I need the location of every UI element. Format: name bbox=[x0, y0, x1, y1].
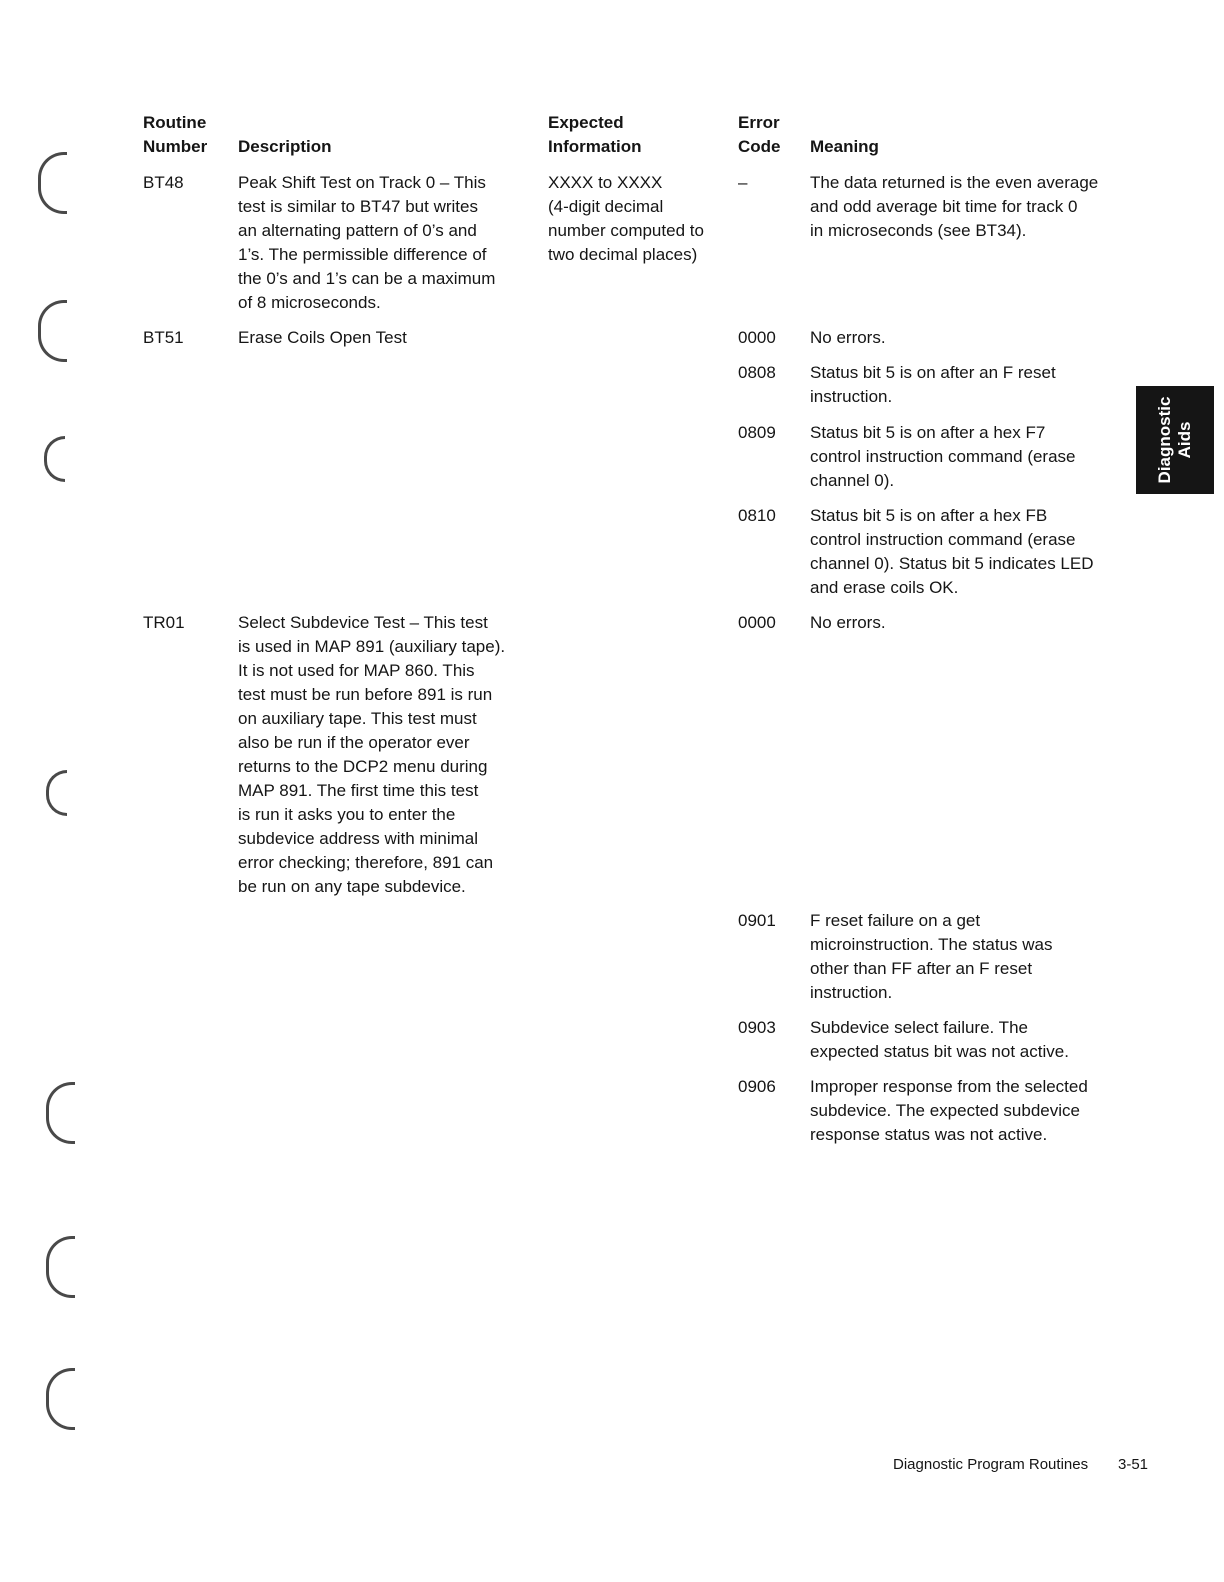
error-code-bt48: – bbox=[738, 173, 748, 192]
error-code: 0000 bbox=[738, 328, 776, 347]
header-meaning: Meaning bbox=[810, 137, 879, 156]
meaning-bt48: The data returned is the even average and odd average bit time for track 0 in microseconds (see BT34). bbox=[810, 173, 1099, 240]
error-code: 0000 bbox=[738, 613, 776, 632]
binder-hole-mark bbox=[46, 1236, 75, 1298]
section-thumb-tab-label: Diagnostic Aids bbox=[1155, 396, 1194, 484]
page-number: 3-51 bbox=[1118, 1456, 1149, 1473]
routine-number-tr01: TR01 bbox=[143, 613, 185, 632]
error-meaning: Improper response from the selected subdevice. The expected subdevice response status was not active. bbox=[810, 1077, 1088, 1144]
error-code: 0809 bbox=[738, 423, 776, 442]
routine-number-bt48: BT48 bbox=[143, 173, 184, 192]
description-bt48: Peak Shift Test on Track 0 – This test is similar to BT47 but writes an alternating pattern of 0’s and 1’s. The permissible difference of the 0’s and 1’s can be a maximum of 8 microseconds. bbox=[238, 173, 496, 312]
footer-title: Diagnostic Program Routines bbox=[893, 1456, 1089, 1473]
header-description: Description bbox=[238, 137, 332, 156]
binder-hole-mark bbox=[46, 770, 67, 816]
error-code: 0810 bbox=[738, 506, 776, 525]
error-code: 0901 bbox=[738, 911, 776, 930]
error-code: 0906 bbox=[738, 1077, 776, 1096]
binder-hole-mark bbox=[44, 436, 65, 482]
description-tr01: Select Subdevice Test – This test is used in MAP 891 (auxiliary tape). It is not used for MAP 860. This test must be run before 891 is run on auxiliary tape. This test must also be run if the operator ever returns to the DCP2 menu during MAP 891. The first time this test is run it asks you to enter the subdevice address with minimal error checking; therefore, 891 can be run on any tape subdevice. bbox=[238, 613, 506, 896]
binder-hole-mark bbox=[38, 152, 67, 214]
error-meaning: Status bit 5 is on after an F reset instruction. bbox=[810, 363, 1056, 406]
expected-bt48: XXXX to XXXX (4-digit decimal number computed to two decimal places) bbox=[548, 173, 704, 264]
error-code: 0808 bbox=[738, 363, 776, 382]
error-meaning: Status bit 5 is on after a hex FB control instruction command (erase channel 0). Status bit 5 indicates LED and erase coils OK. bbox=[810, 506, 1094, 597]
section-thumb-tab bbox=[1136, 386, 1214, 494]
error-meaning: No errors. bbox=[810, 328, 886, 347]
binder-hole-mark bbox=[46, 1082, 75, 1144]
header-routine-number: Routine Number bbox=[143, 113, 208, 156]
binder-hole-mark bbox=[46, 1368, 75, 1430]
description-bt51: Erase Coils Open Test bbox=[238, 328, 407, 347]
routine-number-bt51: BT51 bbox=[143, 328, 184, 347]
error-meaning: F reset failure on a get microinstruction. The status was other than FF after an F reset instruction. bbox=[810, 911, 1053, 1002]
header-expected-information: Expected Information bbox=[548, 113, 642, 156]
error-code: 0903 bbox=[738, 1018, 776, 1037]
header-error-code: Error Code bbox=[738, 113, 781, 156]
error-meaning: Subdevice select failure. The expected status bit was not active. bbox=[810, 1018, 1069, 1061]
binder-hole-mark bbox=[38, 300, 67, 362]
error-meaning: No errors. bbox=[810, 613, 886, 632]
error-meaning: Status bit 5 is on after a hex F7 control instruction command (erase channel 0). bbox=[810, 423, 1076, 490]
